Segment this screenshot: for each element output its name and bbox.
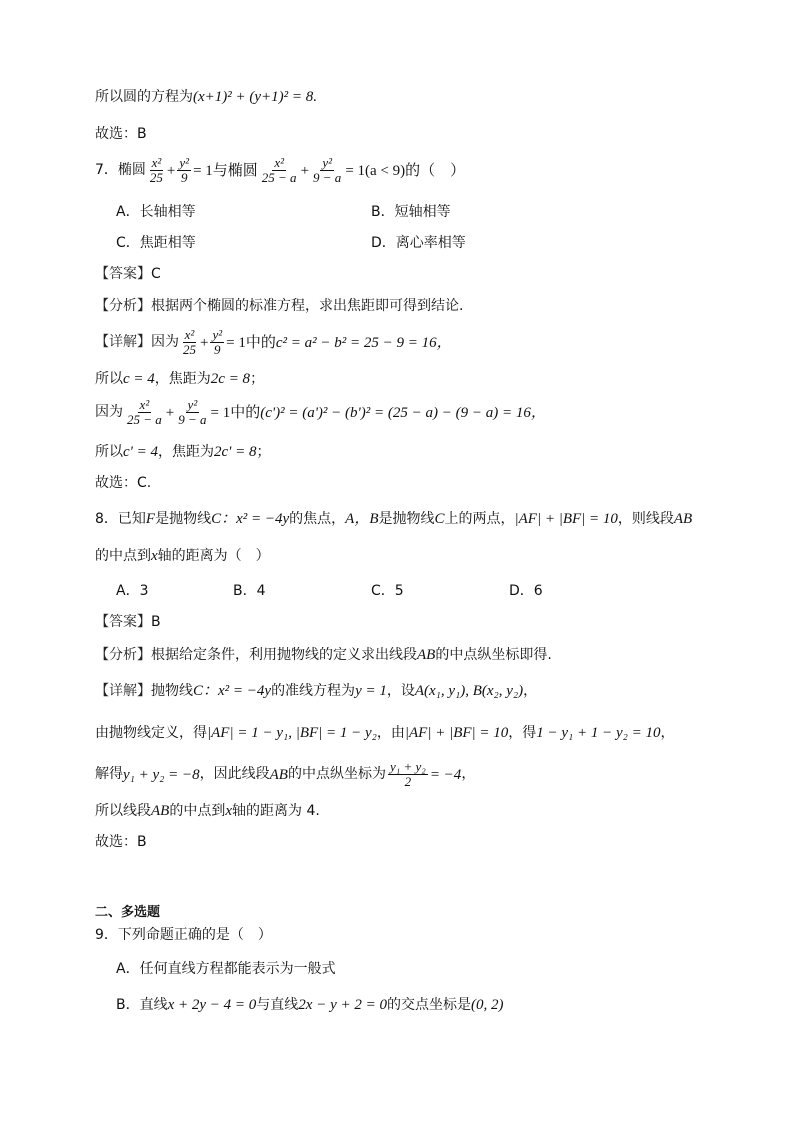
section-heading: 二、多选题 [95, 905, 161, 920]
equation: (x+1)² + (y+1)² = 8. [193, 89, 318, 105]
option-c: C．焦距相等 [116, 235, 196, 251]
option-b: B．短轴相等 [371, 204, 451, 220]
fraction: $\frac{\text{y₁ + y₂}}{2}$ [389, 759, 426, 789]
text-line: 因为 $\frac{\text{x²}}{25 - a}$ + $\frac{\text{y²}}{9 - a}$ = 1中的 (c')² = (a')² − (b')² = (25 − a) − (9 − a) = 16， [95, 397, 546, 427]
analysis-tag: 【 分析 】 [95, 298, 151, 315]
question-number: 7．椭圆 [95, 162, 146, 179]
fraction: $\frac{\text{y²}}{9}$ [212, 327, 223, 357]
detail-line: 【 详解 】 抛物线 C：x² = −4y 的准线方程为 y = 1 ，设 A(x₁, y₁), B(x₂, y₂) ， [95, 682, 537, 700]
option-b: B．4 [233, 583, 266, 599]
fraction: $\frac{\text{x²}}{25}$ [183, 327, 196, 357]
text-line [95, 126, 147, 143]
text-line: 由抛物线定义，得 |AF| = 1 − y₁, |BF| = 1 − y₂ ，由 |AF| + |BF| = 10 ，得 1 − y₁ + 1 − y₂ = 10 ， [95, 724, 675, 741]
option-c: C．5 [371, 583, 404, 599]
option-a: A．3 [116, 583, 149, 599]
option-d: D．离心率相等 [371, 235, 466, 251]
text-line: 的中点到 x 轴的距离为（ ） [95, 547, 270, 564]
answer-text: C [151, 266, 161, 282]
fraction: $\frac{\text{y²}}{9}$ [179, 155, 190, 185]
text-line: 所以线段 AB 的中点到 x 轴的距离为 4. [95, 802, 320, 819]
text-line: 解得 y₁ + y₂ = −8 ，因此线段 AB 的中点纵坐标为 $\frac{\text{y₁ + y₂}}{2}$ = −4 ， [95, 759, 476, 789]
option-b: B．直线 x + 2y − 4 = 0 与直线 2x − y + 2 = 0 的交点坐标是 (0, 2) [116, 996, 504, 1013]
text-line: 故选：B [95, 834, 147, 850]
text-line: 故选：C. [95, 475, 152, 491]
answer-line [95, 614, 161, 631]
equation: c² = a² − b² = 25 − 9 = 16， [275, 334, 452, 351]
option-a: A．任何直线方程都能表示为一般式 [116, 961, 336, 977]
fraction: $\frac{\text{x²}}{25 - a}$ [127, 397, 162, 427]
equation: (c')² = (a')² − (b')² = (25 − a) − (9 − a) = 16， [260, 404, 546, 421]
detail-line: 【 详解 】 因为 $\frac{\text{x²}}{25}$ + $\frac{\text{y²}}{9}$ = 1中的 c² = a² − b² = 25 − 9 = 16， [95, 328, 452, 357]
detail-tag: 【 详解 】 [95, 334, 151, 351]
text: = 1与椭圆 [193, 162, 258, 179]
answer-text: B [151, 614, 161, 630]
question-9: 9．下列命题正确的是（ ） [95, 927, 272, 943]
answer-tag: 【 答案 】 [95, 266, 151, 283]
option-d: D．6 [509, 583, 543, 599]
option-a: A．长轴相等 [116, 204, 196, 220]
fraction: $\frac{\text{x²}}{25 - a}$ [261, 155, 297, 185]
question-7: 7．椭圆 $\frac{\text{x²}}{25}$ + $\frac{\text{y²}}{9}$ = 1与椭圆 $\frac{\text{x²}}{25 - a}$ + $\frac{\text{y²}}{9 - a}$ = 1(a < 9)的（ ） [95, 155, 466, 185]
text: = 1(a < 9)的（ ） [345, 162, 466, 179]
analysis-line: 【 分析 】 根据给定条件，利用抛物线的定义求出线段 AB 的中点纵坐标即得. [95, 646, 552, 664]
detail-tag: 【 详解 】 [95, 683, 151, 700]
fraction: $\frac{\text{y²}}{9 - a}$ [313, 155, 342, 185]
question-8: 8．已知 F 是抛物线 C：x² = −4y 的焦点， A，B 是抛物线 C 上的两点， |AF| + |BF| = 10 ，则线段 AB [95, 510, 693, 527]
text: 故选：B [95, 126, 147, 142]
answer-line [95, 266, 161, 283]
text-line [95, 88, 317, 106]
analysis-tag: 【 分析 】 [95, 647, 151, 664]
text-line: 所以 c = 4 ，焦距为 2c = 8 ； [95, 370, 265, 387]
fraction: $\frac{\text{y²}}{9 - a}$ [178, 397, 207, 427]
text-line: 所以 c' = 4 ，焦距为 2c' = 8 ； [95, 443, 271, 460]
answer-tag: 【 答案 】 [95, 614, 151, 631]
text: 所以圆的方程为 [95, 88, 193, 105]
fraction: $\frac{\text{x²}}{25}$ [149, 155, 163, 185]
analysis-text: 根据两个椭圆的标准方程，求出焦距即可得到结论. [151, 298, 464, 314]
analysis-line [95, 298, 463, 315]
